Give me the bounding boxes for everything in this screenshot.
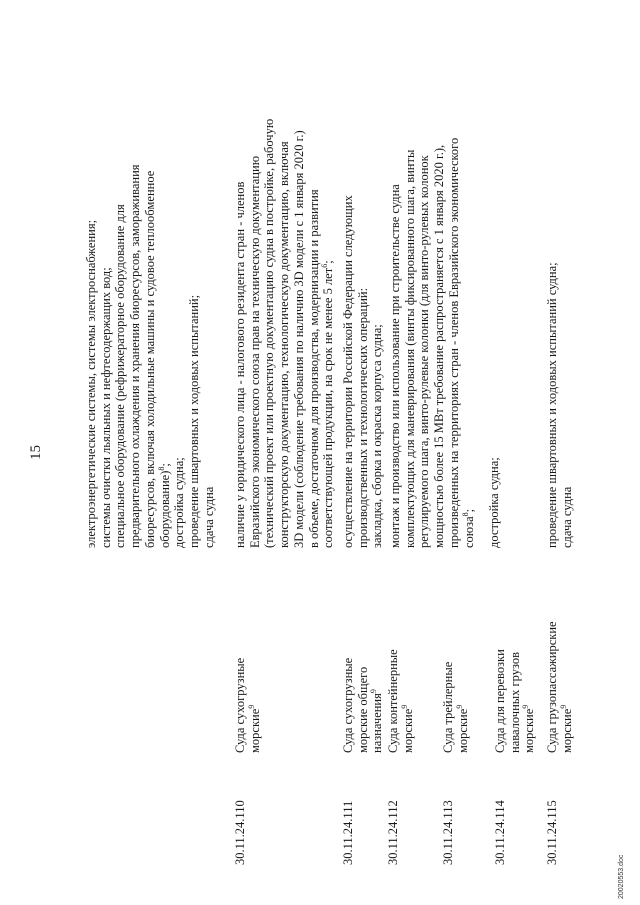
product-name-line: Суда грузопассажирские xyxy=(545,621,559,753)
product-name-line xyxy=(370,563,385,753)
requirement-line: монтаж и производство или использование при строительстве судна xyxy=(388,184,402,548)
continuation-line: биоресурсов, включая холодильные машины и судовое теплообменное xyxy=(142,170,157,548)
footnote-ref: 9 xyxy=(369,689,379,694)
requirement-line: достройка судна; xyxy=(487,457,501,548)
product-name xyxy=(386,563,415,753)
product-name xyxy=(493,563,537,753)
requirement-line: в объеме, достаточном для производства, модернизации и развития xyxy=(306,189,321,548)
product-name-line xyxy=(560,563,575,753)
product-name-text: морские xyxy=(522,708,537,753)
okpd-code: 30.11.24.111 xyxy=(341,800,355,865)
product-name-text: назначения xyxy=(370,693,385,753)
continuation-line: достройка судна; xyxy=(172,457,187,548)
requirement-line: Евразийского экономического союза прав на техническую документацию xyxy=(247,155,262,548)
requirement-line xyxy=(321,8,336,548)
requirement-line: мощностью более 15 МВт требование распространяется с 1 января 2020 г.), xyxy=(432,144,447,548)
footer-filename: 20020553.doc xyxy=(618,854,625,899)
continuation-block xyxy=(84,8,216,548)
requirements xyxy=(545,8,574,548)
product-name-line xyxy=(522,563,537,753)
requirements xyxy=(341,8,385,548)
product-name-text: морские xyxy=(455,708,470,753)
continuation-line: системы очистки льяльных и нефтесодержащих вод; xyxy=(98,267,113,548)
product-name xyxy=(545,563,574,753)
requirement-line: произведенных на территориях стран - членов Евразийского экономического xyxy=(446,137,461,548)
product-name-text: морские xyxy=(247,708,262,753)
product-name-line: Суда для перевозки xyxy=(493,649,507,753)
continuation-line: предварительного охлаждения и хранения биоресурсов, замораживания xyxy=(128,164,143,548)
footnote-ref: 8 xyxy=(156,466,166,471)
product-name xyxy=(341,563,385,753)
requirement-text: соответствующей продукции, на срок не менее 5 лет xyxy=(321,267,336,548)
requirement-line: 3D модели (соблюдение требования по наличию 3D модели с 1 января 2020 г.) xyxy=(291,130,306,548)
product-name-line: Суда сухогрузные xyxy=(341,657,355,753)
product-name-text: морские xyxy=(400,708,415,753)
continuation-line: электроэнергетические системы, системы электроснабжения; xyxy=(84,219,98,548)
okpd-code: 30.11.24.112 xyxy=(386,800,400,865)
product-name-line: навалочных грузов xyxy=(507,651,522,753)
requirements xyxy=(388,8,476,548)
continuation-line xyxy=(158,8,173,548)
requirement-line: проведение швартовных и ходовых испытаний судна; xyxy=(545,262,559,548)
product-name-line xyxy=(456,563,471,753)
requirements xyxy=(233,8,336,548)
okpd-code: 30.11.24.113 xyxy=(441,800,455,865)
requirement-line: (технический проект или проектную документацию судна в постройке, рабочую xyxy=(262,118,277,548)
requirement-suffix: ; xyxy=(321,260,336,264)
okpd-code: 30.11.24.114 xyxy=(493,800,507,865)
continuation-line: проведение швартовных и ходовых испытаний; xyxy=(186,294,201,548)
footnote-ref: 9 xyxy=(558,704,568,709)
product-name-line xyxy=(401,563,416,753)
footnote-ref: 6 xyxy=(320,263,330,268)
footnote-ref: 9 xyxy=(399,704,409,709)
product-name-line: Суда контейнерные xyxy=(386,649,400,753)
footnote-ref: 9 xyxy=(246,704,256,709)
product-name-line: морские общего xyxy=(355,666,370,753)
requirement-text: союза xyxy=(461,516,476,548)
product-name-text: морские xyxy=(559,708,574,753)
okpd-code: 30.11.24.115 xyxy=(545,800,559,865)
requirement-line: наличие у юридического лица - налогового резидента стран - членов xyxy=(233,181,247,548)
footnote-ref: 9 xyxy=(521,704,531,709)
requirement-line: закладка, сборка и окраска корпуса судна; xyxy=(370,324,385,548)
okpd-code: 30.11.24.110 xyxy=(233,800,247,865)
requirement-line: осуществление на территории Российской Федерации следующих xyxy=(341,195,355,548)
continuation-text: оборудование) xyxy=(157,470,172,548)
product-name-line: Суда сухогрузные xyxy=(233,657,247,753)
requirement-line xyxy=(462,8,477,548)
requirement-line: регулируемого шага, винто-рулевые колонки (для винто-рулевых колонок xyxy=(417,155,432,548)
requirement-line: производственных и технологических операций: xyxy=(355,287,370,548)
product-name xyxy=(441,563,470,753)
page-number: 15 xyxy=(28,445,44,460)
requirement-line: конструкторскую документацию, технологическую документацию, включая xyxy=(277,141,292,548)
continuation-line: специальное оборудование (рефрижераторное оборудование для xyxy=(113,204,128,548)
continuation-line: сдача судна xyxy=(201,486,216,548)
continuation-suffix: ; xyxy=(157,463,172,467)
requirements xyxy=(487,8,502,548)
footnote-ref: 8 xyxy=(460,512,470,517)
footnote-ref: 9 xyxy=(454,704,464,709)
requirement-line: комплектующих для маневрирования (винты фиксированного шага, винты xyxy=(402,149,417,548)
requirement-suffix: ; xyxy=(461,508,476,513)
product-name-line: Суда трейлерные xyxy=(441,661,455,753)
product-name-line xyxy=(248,563,263,753)
requirement-line: сдача судна xyxy=(559,486,574,548)
product-name xyxy=(233,563,262,753)
